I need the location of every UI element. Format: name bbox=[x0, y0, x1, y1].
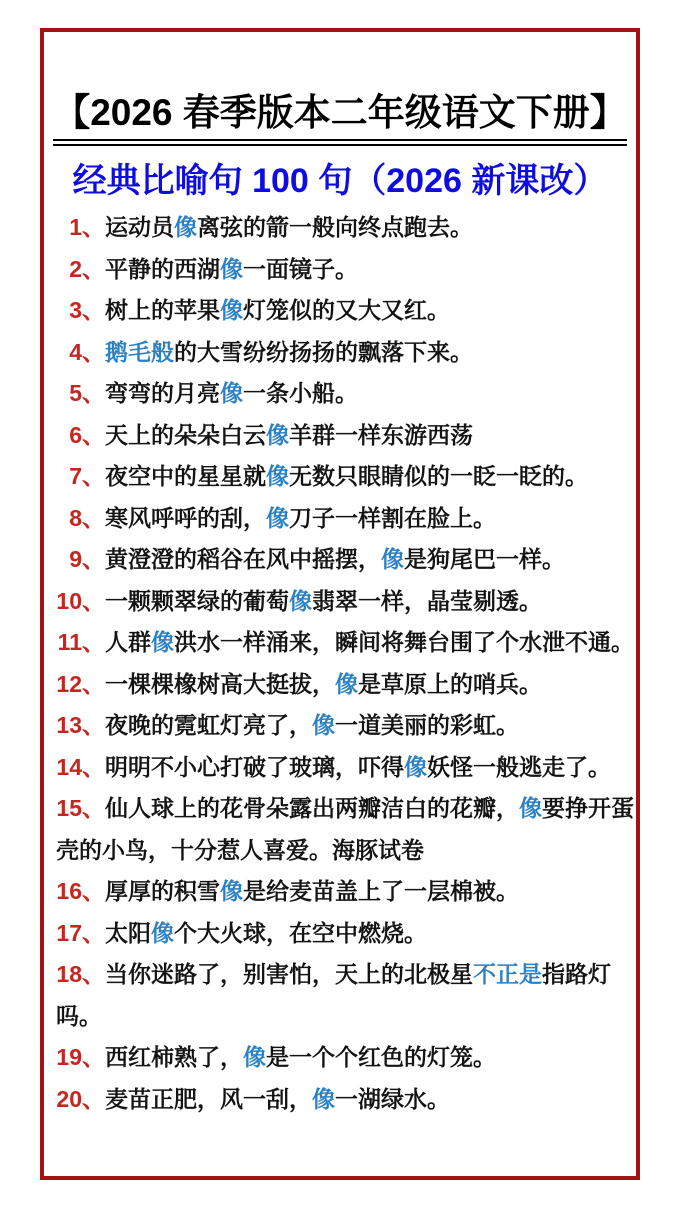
sentence-list bbox=[44, 207, 636, 1120]
list-item bbox=[56, 788, 636, 871]
sentence-text: 妖怪一般逃走了。 bbox=[427, 753, 611, 780]
sentence-text: 一湖绿水。 bbox=[335, 1085, 450, 1112]
sentence-text: 平静的西湖 bbox=[105, 255, 220, 282]
item-number: 15、 bbox=[56, 795, 105, 821]
item-number: 17、 bbox=[56, 919, 105, 946]
list-item bbox=[56, 498, 636, 540]
sentence-text: 仙人球上的花骨朵露出两瓣洁白的花瓣， bbox=[105, 795, 519, 821]
sentence-text: 刀子一样割在脸上。 bbox=[289, 504, 496, 531]
sentence-text: 的大雪纷纷扬扬的飘落下来。 bbox=[174, 338, 473, 365]
item-number: 13、 bbox=[56, 712, 105, 738]
sentence-text: 寒风呼呼的刮， bbox=[105, 504, 266, 531]
sentence-text: 当你迷路了，别害怕，天上的北极星 bbox=[105, 961, 473, 987]
sentence-text: 一棵棵橡树高大挺拔， bbox=[105, 670, 335, 697]
sentence-text: 厚厚的积雪 bbox=[105, 878, 220, 904]
highlight-text: 像 bbox=[220, 255, 243, 282]
highlight-text: 像 bbox=[404, 753, 427, 780]
list-item bbox=[56, 249, 636, 291]
list-item bbox=[56, 415, 636, 457]
item-number: 3、 bbox=[69, 297, 105, 323]
highlight-text: 像 bbox=[381, 546, 404, 572]
list-item bbox=[56, 332, 636, 374]
highlight-text: 不正是 bbox=[473, 961, 542, 987]
list-item bbox=[56, 913, 636, 955]
highlight-text: 像 bbox=[174, 214, 197, 240]
list-item bbox=[56, 871, 636, 913]
list-item bbox=[56, 456, 636, 498]
highlight-text: 像 bbox=[151, 919, 174, 946]
item-number: 19、 bbox=[56, 1044, 105, 1070]
highlight-text: 像 bbox=[289, 587, 312, 614]
sentence-text: 夜晚的霓虹灯亮了， bbox=[105, 712, 312, 738]
sentence-text: 弯弯的月亮 bbox=[105, 380, 220, 406]
sentence-text: 是狗尾巴一样。 bbox=[404, 546, 565, 572]
sentence-text: 太阳 bbox=[105, 919, 151, 946]
list-item bbox=[56, 705, 636, 747]
highlight-text: 像 bbox=[266, 421, 289, 448]
highlight-text: 鹅毛般 bbox=[105, 338, 174, 365]
sentence-text: 是草原上的哨兵。 bbox=[358, 670, 542, 697]
item-number: 12、 bbox=[56, 670, 105, 697]
list-item bbox=[56, 954, 636, 1037]
sentence-text: 是一个个红色的灯笼。 bbox=[266, 1044, 496, 1070]
item-number: 16、 bbox=[56, 878, 105, 904]
item-number: 10、 bbox=[56, 587, 105, 614]
item-number: 7、 bbox=[69, 463, 105, 489]
item-number: 8、 bbox=[69, 504, 105, 531]
highlight-text: 像 bbox=[335, 670, 358, 697]
item-number: 11、 bbox=[57, 629, 105, 655]
sentence-text: 夜空中的星星就 bbox=[105, 463, 266, 489]
list-item bbox=[56, 207, 636, 249]
sentence-text: 灯笼似的又大又红。 bbox=[243, 297, 450, 323]
page-title: 【2026 春季版本二年级语文下册】 bbox=[53, 88, 627, 146]
item-number: 2、 bbox=[69, 255, 105, 282]
sentence-text: 黄澄澄的稻谷在风中摇摆， bbox=[105, 546, 381, 572]
list-item bbox=[56, 1079, 636, 1121]
sentence-text: 指路灯吗。 bbox=[56, 961, 611, 1029]
item-number: 4、 bbox=[69, 338, 105, 365]
highlight-text: 像 bbox=[151, 629, 174, 655]
item-number: 14、 bbox=[56, 753, 105, 780]
item-number: 6、 bbox=[69, 421, 105, 448]
list-item bbox=[56, 664, 636, 706]
sentence-text: 要挣开蛋壳的小鸟，十分惹人喜爱。海豚试卷 bbox=[56, 795, 634, 863]
list-item bbox=[56, 747, 636, 789]
list-item bbox=[56, 581, 636, 623]
list-item bbox=[56, 373, 636, 415]
sentence-text: 无数只眼睛似的一眨一眨的。 bbox=[289, 463, 588, 489]
sentence-text: 一颗颗翠绿的葡萄 bbox=[105, 587, 289, 614]
sentence-text: 麦苗正肥，风一刮， bbox=[105, 1085, 312, 1112]
list-item bbox=[56, 1037, 636, 1079]
sentence-text: 洪水一样涌来，瞬间将舞台围了个水泄不通。 bbox=[174, 629, 634, 655]
sentence-text: 个大火球，在空中燃烧。 bbox=[174, 919, 427, 946]
sentence-text: 翡翠一样，晶莹剔透。 bbox=[312, 587, 542, 614]
highlight-text: 像 bbox=[266, 463, 289, 489]
highlight-text: 像 bbox=[220, 878, 243, 904]
item-number: 20、 bbox=[56, 1085, 105, 1112]
worksheet-red-border-frame bbox=[40, 28, 640, 1180]
list-item bbox=[56, 290, 636, 332]
item-number: 1、 bbox=[69, 214, 105, 240]
highlight-text: 像 bbox=[220, 380, 243, 406]
item-number: 5、 bbox=[69, 380, 105, 406]
sentence-text: 天上的朵朵白云 bbox=[105, 421, 266, 448]
document-header bbox=[44, 32, 636, 204]
sentence-text: 一面镜子。 bbox=[243, 255, 358, 282]
page-subtitle: 经典比喻句 100 句（2026 新课改） bbox=[72, 162, 608, 200]
sentence-text: 离弦的箭一般向终点跑去。 bbox=[197, 214, 473, 240]
highlight-text: 像 bbox=[243, 1044, 266, 1070]
sentence-text: 是给麦苗盖上了一层棉被。 bbox=[243, 878, 519, 904]
sentence-text: 明明不小心打破了玻璃，吓得 bbox=[105, 753, 404, 780]
item-number: 18、 bbox=[56, 961, 105, 987]
list-item bbox=[56, 539, 636, 581]
sentence-text: 羊群一样东游西荡 bbox=[289, 421, 473, 448]
highlight-text: 像 bbox=[220, 297, 243, 323]
item-number: 9、 bbox=[69, 546, 105, 572]
highlight-text: 像 bbox=[266, 504, 289, 531]
highlight-text: 像 bbox=[312, 712, 335, 738]
sentence-text: 人群 bbox=[105, 629, 151, 655]
list-item bbox=[56, 622, 636, 664]
sentence-text: 一条小船。 bbox=[243, 380, 358, 406]
highlight-text: 像 bbox=[312, 1085, 335, 1112]
sentence-text: 运动员 bbox=[105, 214, 174, 240]
sentence-text: 一道美丽的彩虹。 bbox=[335, 712, 519, 738]
sentence-text: 西红柿熟了， bbox=[105, 1044, 243, 1070]
sentence-text: 树上的苹果 bbox=[105, 297, 220, 323]
highlight-text: 像 bbox=[519, 795, 542, 821]
